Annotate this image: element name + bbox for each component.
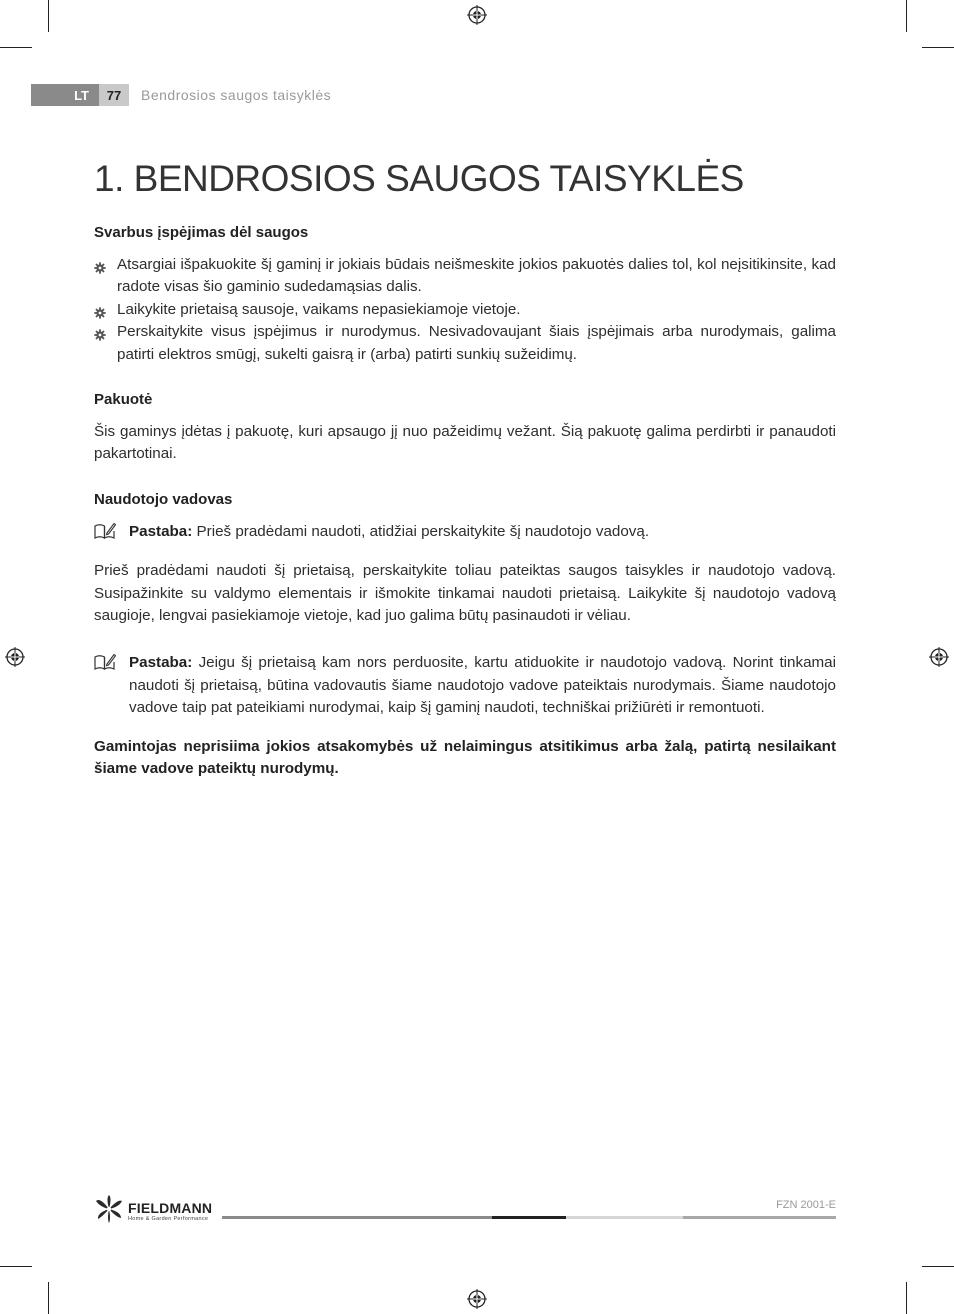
liability-warning: Gamintojas neprisiima jokios atsakomybės už nelaimingus atsitikimus arba žalą, patirtą nesilaikant šiame vadove pateiktų nurodymų. [94,737,836,778]
page-footer [94,1195,836,1225]
footer-rule-segment [492,1216,566,1219]
open-book-pencil-icon [94,653,116,671]
footer-rule-segment [222,1216,492,1219]
registration-mark-icon [929,647,949,667]
crop-mark [0,1266,32,1267]
packaging-text: Šis gaminys įdėtas į pakuotę, kuri apsaugo jį nuo pažeidimų vežant. Šią pakuotę galima perdirbti ir panaudoti pakartotinai. [94,423,836,463]
footer-rule-segment [566,1216,683,1219]
crop-mark [48,0,49,32]
brand-logo [94,1195,212,1228]
gear-bullet-icon [94,304,106,316]
safety-list [94,254,836,366]
page-number: 77 [99,84,129,106]
footer-rule-segment [683,1216,836,1219]
section-heading-packaging: Pakuotė [94,391,153,409]
gear-bullet-icon [94,259,106,271]
list-item: Laikykite prietaisą sausoje, vaikams nepasiekiamoje vietoje. [94,299,836,321]
fieldmann-leaf-logo-icon [94,1195,124,1228]
page-header [31,84,331,106]
registration-mark-icon [467,1289,487,1309]
brand-tagline: Home & Garden Performance [128,1215,209,1222]
crop-mark [922,47,954,48]
note-1: Pastaba: Prieš pradėdami naudoti, atidžiai perskaitykite šį naudotojo vadovą. [94,521,836,543]
brand-name: FIELDMANN [128,1199,213,1216]
gear-bullet-icon [94,326,106,338]
running-title: Bendrosios saugos taisyklės [141,87,332,103]
list-item: Atsargiai išpakuokite šį gaminį ir jokiais būdais neišmeskite jokios pakuotės dalies tol, kol neįsitikinsite, kad radote visas šio gaminio sudedamąsias dalis. [94,254,836,299]
crop-mark [48,1282,49,1314]
crop-mark [0,47,32,48]
crop-mark [922,1266,954,1267]
crop-mark [906,0,907,32]
section-heading-manual: Naudotojo vadovas [94,490,233,508]
open-book-pencil-icon [94,522,116,540]
crop-mark [906,1282,907,1314]
registration-mark-icon [5,647,25,667]
manual-paragraph: Prieš pradėdami naudoti šį prietaisą, perskaitykite toliau pateiktas saugos taisykles ir naudotojo vadovą. Susipažinkite su valdymo elementais ir išmokite tinkamai naudoti prietaisą. Laikykite šį naudotojo vadovą saugioje, lengvai pasiekiamoje vietoje, kad juo galima būtų pasinaudoti ir vėliau. [94,562,836,625]
list-item: Perskaitykite visus įspėjimus ir nurodymus. Nesivadovaujant šiais įspėjimais arba nurodymais, galima patirti elektros smūgį, sukelti gaisrą ir (arba) patirti sunkių sužeidimų. [94,321,836,366]
model-number: FZN 2001-E [776,1199,836,1211]
language-badge: LT [31,84,99,106]
page-title: 1. BENDROSIOS SAUGOS TAISYKLĖS [94,158,744,199]
registration-mark-icon [467,5,487,25]
main-content [94,152,836,781]
note-2: Pastaba: Jeigu šį prietaisą kam nors perduosite, kartu atiduokite ir naudotojo vadovą. Norint tinkamai naudoti šį prietaisą, būtina vadovautis šiame naudotojo vadove pateiktais nurodymais. Šiame naudotojo vadove taip pat pateikiami nurodymai, kaip šį gaminį naudoti, techniškai prižiūrėti ir remontuoti. [94,652,836,719]
section-heading-safety: Svarbus įspėjimas dėl saugos [94,224,309,241]
